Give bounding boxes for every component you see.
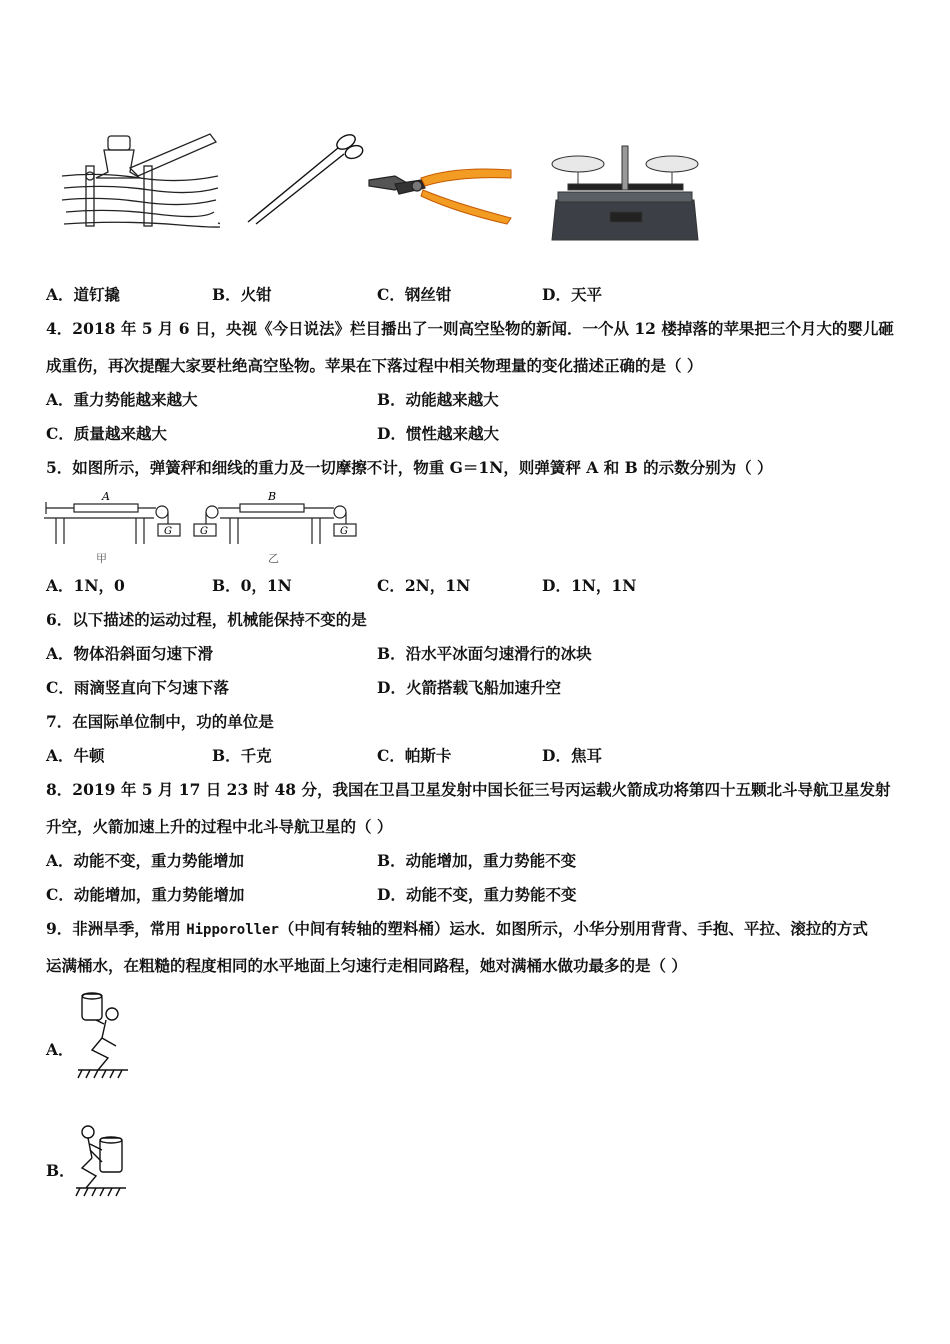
option-letter: A． <box>46 851 74 870</box>
option-letter: D． <box>542 285 571 304</box>
option-text: 重力势能越来越大 <box>73 390 198 409</box>
q6-option-a[interactable] <box>46 644 213 664</box>
option-letter: D． <box>377 424 406 443</box>
figure-spring-scale-setup <box>44 488 364 568</box>
q9-stem-pre: 9．非洲旱季，常用 <box>46 919 187 938</box>
q6-option-d[interactable] <box>377 678 561 698</box>
option-letter: C． <box>377 576 405 595</box>
option-letter: D． <box>377 678 406 697</box>
q5-option-a[interactable] <box>46 576 125 596</box>
spring-scale-a-label: A <box>102 490 110 503</box>
q5-stem: 5．如图所示，弹簧秤和细线的重力及一切摩擦不计，物重 G＝1N，则弹簧秤 A 和 B 的示数分别为（ ） <box>46 458 773 477</box>
q7-stem: 7．在国际单位制中，功的单位是 <box>46 712 274 731</box>
option-text: 帕斯卡 <box>404 746 452 765</box>
option-letter: A． <box>46 1040 74 1059</box>
q3-option-c[interactable] <box>377 285 451 305</box>
figure-fire-tongs <box>240 128 370 228</box>
option-text: 焦耳 <box>570 746 602 765</box>
q7-option-b[interactable] <box>212 746 272 766</box>
q3-option-b[interactable] <box>212 285 272 305</box>
figure-wire-pliers <box>365 158 515 228</box>
option-letter: A． <box>46 576 74 595</box>
q9-stem-post: （中间有转轴的塑料桶）运水．如图所示，小华分别用背背、手抱、平拉、滚拉的方式 <box>278 919 868 938</box>
q4-option-b[interactable] <box>377 390 499 410</box>
option-text: 道钉撬 <box>73 285 121 304</box>
option-letter: B． <box>212 285 241 304</box>
option-text: 质量越来越大 <box>73 424 167 443</box>
q9-stem-hipporoller: Hipporoller <box>186 922 279 938</box>
option-text: 雨滴竖直向下匀速下落 <box>73 678 229 697</box>
q3-option-a[interactable] <box>46 285 120 305</box>
weight-g-label: G <box>200 526 208 537</box>
option-text: 1N，0 <box>73 576 125 595</box>
figure-label-jia: 甲 <box>96 552 107 565</box>
q5-option-c[interactable] <box>377 576 470 596</box>
option-letter: B． <box>377 644 406 663</box>
option-letter: A． <box>46 285 74 304</box>
q6-option-c[interactable] <box>46 678 229 698</box>
option-letter: C． <box>377 746 405 765</box>
q4-option-c[interactable] <box>46 424 167 444</box>
option-letter: C． <box>377 285 405 304</box>
option-text: 2N，1N <box>404 576 471 595</box>
figure-carry-in-arms <box>74 1122 132 1202</box>
figure-label-yi: 乙 <box>268 552 279 565</box>
q7-option-c[interactable] <box>377 746 451 766</box>
q8-option-b[interactable] <box>377 851 576 871</box>
option-text: 钢丝钳 <box>404 285 452 304</box>
option-letter: A． <box>46 644 74 663</box>
figure-rail-spike-lever <box>60 128 220 228</box>
option-letter: B． <box>212 746 241 765</box>
option-text: 1N，1N <box>570 576 637 595</box>
weight-g-label: G <box>340 526 348 537</box>
q9-stem-line1 <box>46 919 868 940</box>
q8-stem-line1: 8．2019 年 5 月 17 日 23 时 48 分，我国在卫昌卫星发射中国长征三号丙运载火箭成功将第四十五颗北斗导航卫星发射 <box>46 780 891 799</box>
q8-option-a[interactable] <box>46 851 244 871</box>
option-letter: C． <box>46 885 74 904</box>
q8-option-d[interactable] <box>377 885 576 905</box>
figure-carry-on-back <box>76 990 132 1082</box>
option-text: 动能增加，重力势能增加 <box>73 885 245 904</box>
option-text: 动能越来越大 <box>405 390 499 409</box>
option-text: 千克 <box>240 746 272 765</box>
q3-option-d[interactable] <box>542 285 602 305</box>
option-letter: B． <box>46 1161 75 1180</box>
q4-option-a[interactable] <box>46 390 198 410</box>
option-text: 动能不变，重力势能增加 <box>73 851 245 870</box>
q8-stem-line2: 升空，火箭加速上升的过程中北斗导航卫星的（ ） <box>46 817 393 836</box>
q4-stem-line1: 4．2018 年 5 月 6 日，央视《今日说法》栏目播出了一则高空坠物的新闻．一个从 12 楼掉落的苹果把三个月大的婴儿砸 <box>46 319 894 338</box>
option-letter: B． <box>377 390 406 409</box>
option-letter: D． <box>542 746 571 765</box>
option-text: 沿水平冰面匀速滑行的冰块 <box>405 644 592 663</box>
q9-stem-line2: 运满桶水，在粗糙的程度相同的水平地面上匀速行走相同路程，她对满桶水做功最多的是（ ） <box>46 956 687 975</box>
q8-option-c[interactable] <box>46 885 244 905</box>
weight-g-label: G <box>164 526 172 537</box>
option-text: 牛顿 <box>73 746 105 765</box>
figure-balance-scale <box>548 140 703 245</box>
option-text: 惯性越来越大 <box>405 424 499 443</box>
q5-option-d[interactable] <box>542 576 636 596</box>
option-text: 动能增加，重力势能不变 <box>405 851 577 870</box>
q5-option-b[interactable] <box>212 576 292 596</box>
option-letter: A． <box>46 746 74 765</box>
option-text: 动能不变，重力势能不变 <box>405 885 577 904</box>
option-letter: B． <box>377 851 406 870</box>
option-text: 0，1N <box>240 576 292 595</box>
q9-option-b[interactable] <box>46 1161 75 1181</box>
option-text: 天平 <box>570 285 602 304</box>
option-text: 火箭搭载飞船加速升空 <box>405 678 561 697</box>
option-letter: D． <box>377 885 406 904</box>
q6-stem: 6．以下描述的运动过程，机械能保持不变的是 <box>46 610 367 629</box>
q7-option-a[interactable] <box>46 746 105 766</box>
option-letter: B． <box>212 576 241 595</box>
option-letter: C． <box>46 424 74 443</box>
q6-option-b[interactable] <box>377 644 592 664</box>
option-letter: A． <box>46 390 74 409</box>
q7-option-d[interactable] <box>542 746 602 766</box>
q9-option-a[interactable] <box>46 1040 74 1060</box>
q4-option-d[interactable] <box>377 424 499 444</box>
spring-scale-b-label: B <box>268 490 277 503</box>
option-text: 火钳 <box>240 285 272 304</box>
option-letter: C． <box>46 678 74 697</box>
option-text: 物体沿斜面匀速下滑 <box>73 644 214 663</box>
option-letter: D． <box>542 576 571 595</box>
q4-stem-line2: 成重伤，再次提醒大家要杜绝高空坠物。苹果在下落过程中相关物理量的变化描述正确的是（ ） <box>46 356 703 375</box>
